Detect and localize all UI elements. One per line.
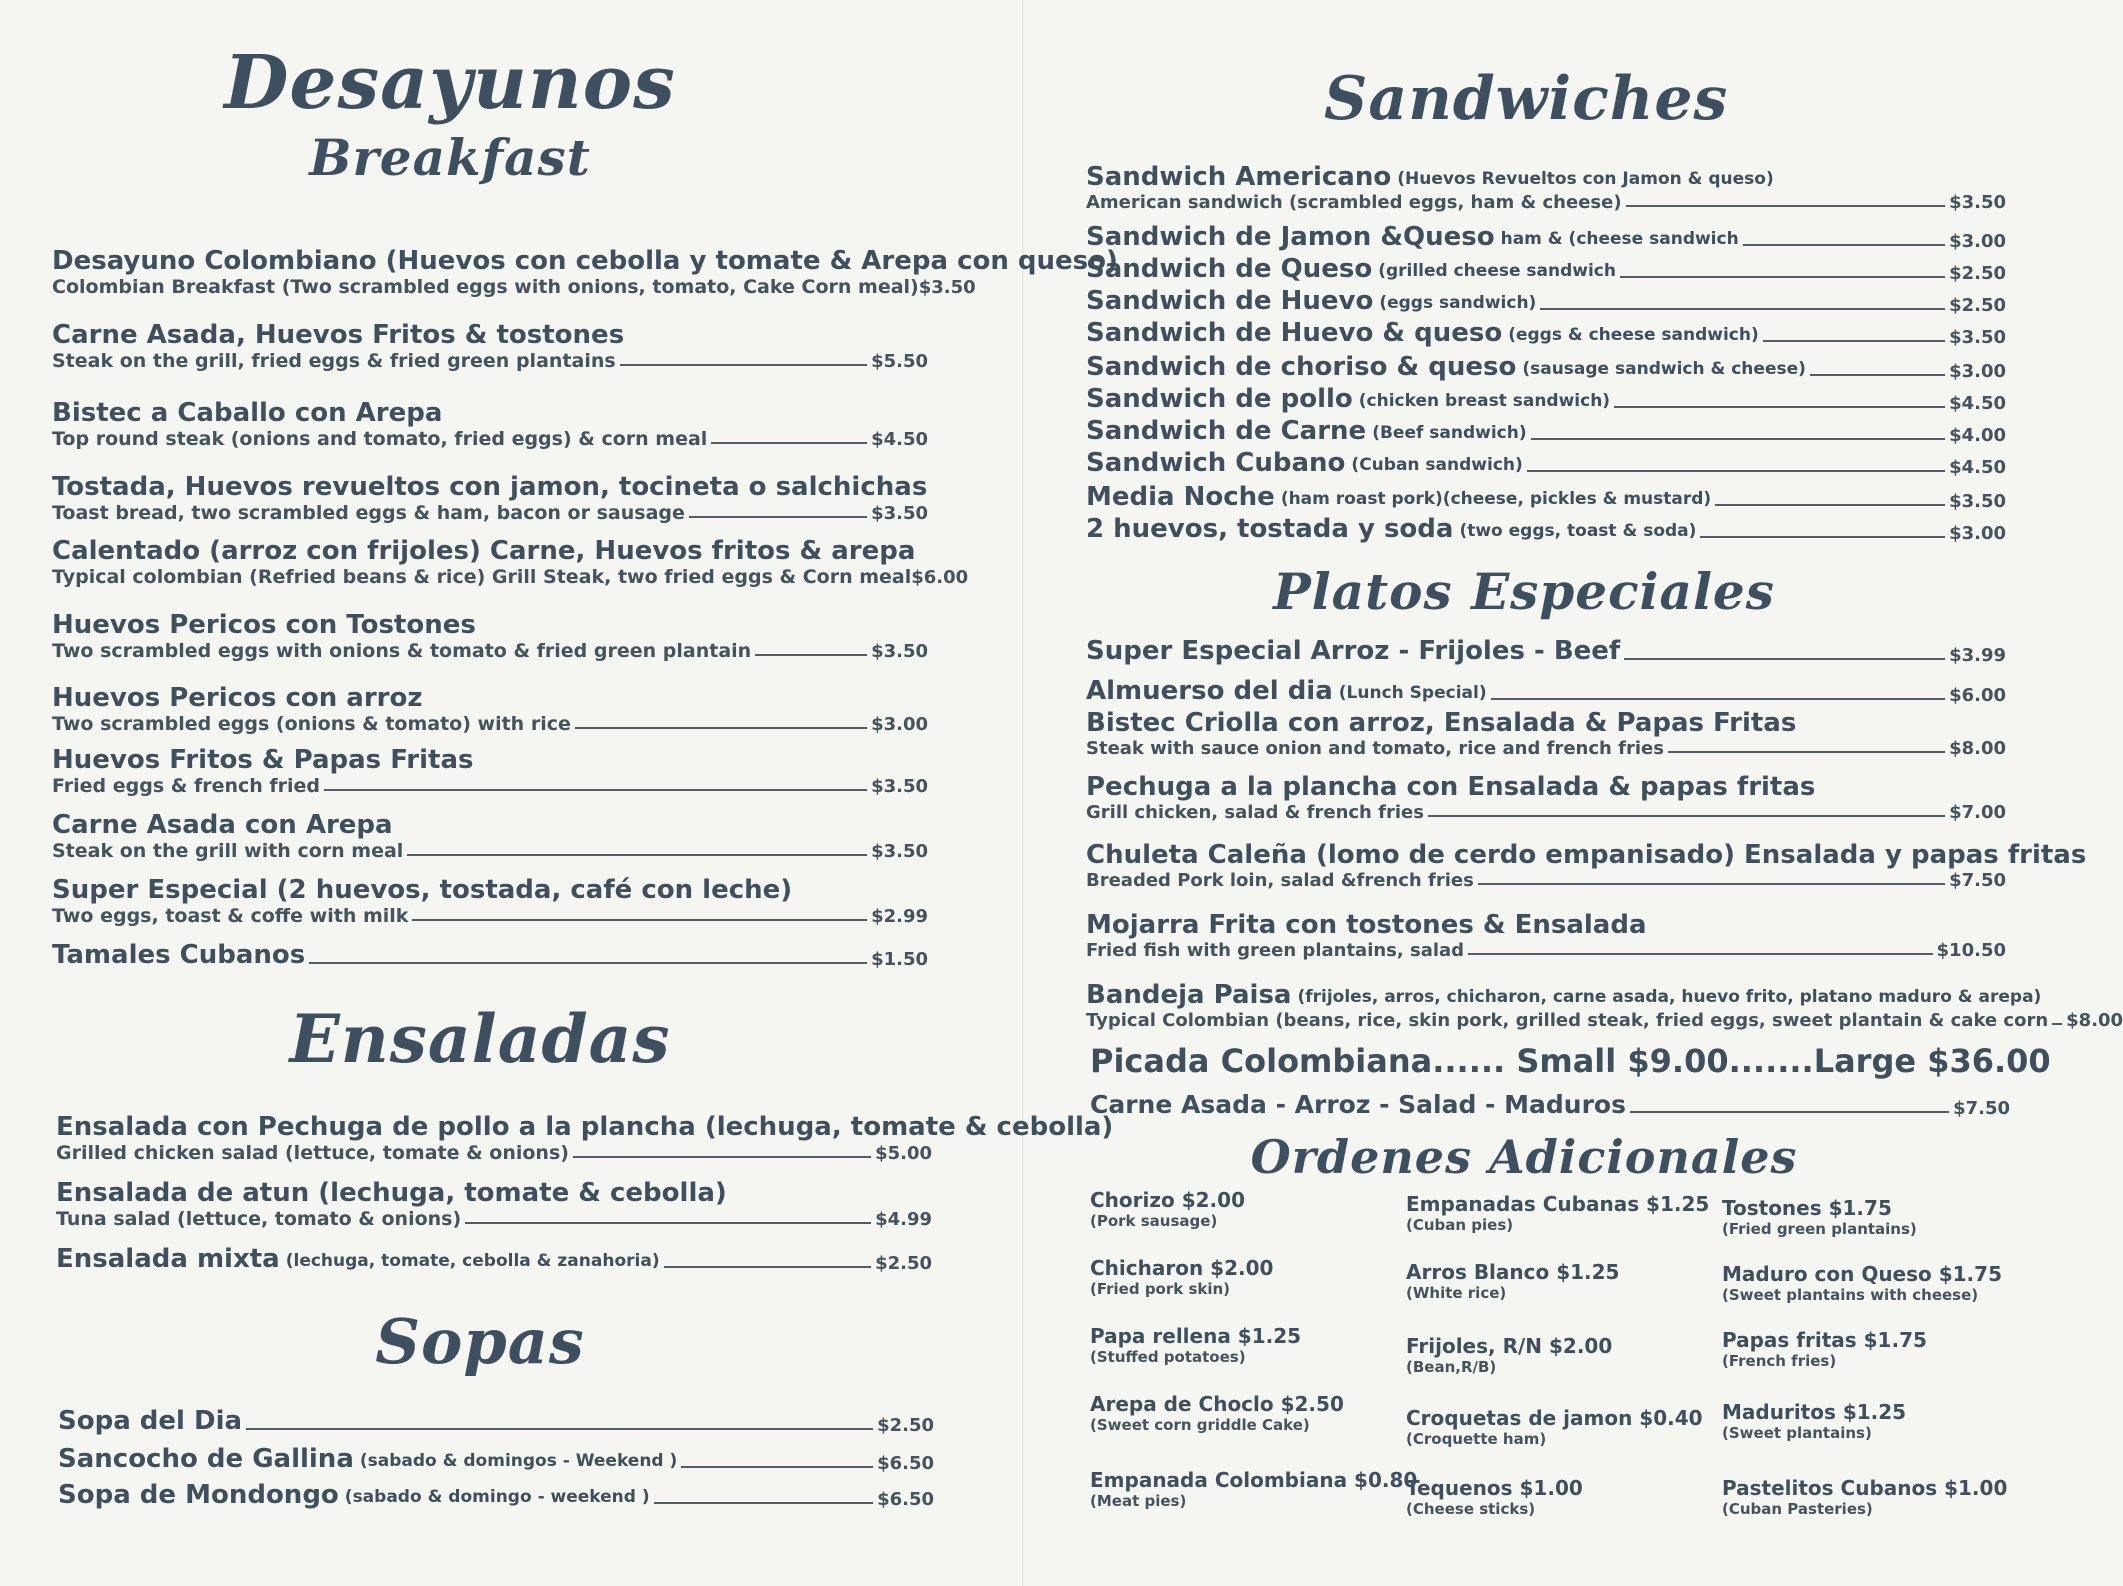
- leader-line: [324, 789, 867, 791]
- side-name: Maduro con Queso $1.75: [1722, 1262, 2002, 1286]
- side-desc: (Fried pork skin): [1090, 1280, 1231, 1298]
- menu-item: [58, 1444, 934, 1474]
- item-price: $7.00: [1949, 802, 2006, 823]
- side-name: Croquetas de jamon $0.40: [1406, 1406, 1703, 1430]
- item-name-row: [1086, 980, 2042, 1010]
- leader-line: [1630, 1111, 1949, 1113]
- side-desc: (Bean,R/B): [1406, 1358, 1497, 1376]
- leader-line: [1468, 953, 1932, 955]
- item-name-row: [1086, 286, 2006, 316]
- item-name-row: [56, 1244, 932, 1274]
- leader-line: [573, 1156, 871, 1158]
- item-name: Sandwich de Carne: [1086, 416, 1367, 446]
- side-name: Papas fritas $1.75: [1722, 1328, 1927, 1352]
- item-desc: Top round steak (onions and tomato, fried eggs) & corn meal: [52, 428, 708, 450]
- side-name: Frijoles, R/N $2.00: [1406, 1334, 1613, 1358]
- item-note: (sausage sandwich & cheese): [1522, 359, 1806, 379]
- side-name: Papa rellena $1.25: [1090, 1324, 1302, 1348]
- side-name: Empanada Colombiana $0.80: [1090, 1468, 1418, 1492]
- item-note: (Lunch Special): [1338, 683, 1487, 703]
- item-desc-row: [52, 713, 928, 735]
- side-desc: (Pork sausage): [1090, 1212, 1218, 1230]
- item-price: $8.00: [2066, 1010, 2123, 1031]
- item-name: Bandeja Paisa: [1086, 980, 1292, 1010]
- item-name-row: [56, 1112, 1114, 1142]
- leader-line: [1531, 438, 1945, 440]
- side-name: Arepa de Choclo $2.50: [1090, 1392, 1344, 1416]
- salads-title: Ensaladas: [289, 1000, 671, 1078]
- leader-line: [681, 1466, 873, 1468]
- leader-line: [2052, 1023, 2062, 1025]
- item-price: $6.00: [1949, 685, 2006, 706]
- item-name-row: [1086, 772, 2006, 802]
- item-desc: Colombian Breakfast (Two scrambled eggs with onions, tomato, Cake Corn meal): [52, 276, 919, 298]
- item-price: $8.00: [1949, 738, 2006, 759]
- item-desc-row: [52, 276, 976, 298]
- leader-line: [1540, 308, 1945, 310]
- item-desc-row: [56, 1142, 932, 1164]
- side-item: [1722, 1196, 1917, 1238]
- specials-title: Platos Especiales: [1273, 562, 1775, 621]
- item-name-row: [52, 745, 928, 775]
- item-name-row: [52, 246, 1118, 276]
- item-desc-row: [52, 840, 928, 862]
- item-name-row: [52, 683, 928, 713]
- item-price: $3.00: [1949, 361, 2006, 382]
- item-name: Sandwich de Jamon &Queso: [1086, 222, 1495, 252]
- item-desc-row: [1086, 802, 2006, 823]
- side-item: [1722, 1262, 2002, 1304]
- item-name: Ensalada con Pechuga de pollo a la plancha (lechuga, tomate & cebolla): [56, 1112, 1114, 1142]
- item-note: (sabado & domingo - weekend ): [344, 1487, 650, 1507]
- item-price: $3.50: [1949, 327, 2006, 348]
- leader-line: [1810, 374, 1945, 376]
- side-desc: (Cheese sticks): [1406, 1500, 1536, 1518]
- leader-line: [1763, 340, 1945, 342]
- item-name-row: [1086, 514, 2006, 544]
- leader-line: [620, 364, 867, 366]
- menu-item: [1086, 708, 2006, 759]
- item-name-row: [1086, 676, 2006, 706]
- sides-title: Ordenes Adicionales: [1250, 1130, 1798, 1184]
- item-desc-row: [1086, 940, 2006, 961]
- item-desc: Breaded Pork loin, salad &french fries: [1086, 870, 1474, 891]
- menu-item: [1086, 416, 2006, 446]
- side-item: [1090, 1324, 1301, 1366]
- leader-line: [246, 1428, 873, 1430]
- item-name-row: [1086, 448, 2006, 478]
- leader-line: [1626, 205, 1946, 207]
- right-page: [1024, 0, 2123, 1586]
- item-note: (two eggs, toast & soda): [1459, 521, 1697, 541]
- item-desc: Steak on the grill, fried eggs & fried green plantains: [52, 350, 616, 372]
- item-name: Ensalada de atun (lechuga, tomate & cebolla): [56, 1178, 727, 1208]
- item-name: Bistec a Caballo con Arepa: [52, 398, 443, 428]
- menu-item: [52, 610, 928, 662]
- item-name: Desayuno Colombiano (Huevos con cebolla y tomate & Arepa con queso): [52, 246, 1118, 276]
- item-name-row: [1086, 254, 2006, 284]
- item-name: Chuleta Caleña (lomo de cerdo empanisado) Ensalada y papas fritas: [1086, 840, 2087, 870]
- picada-colombiana: Picada Colombiana...... Small $9.00.......Large $36.00: [1090, 1042, 2051, 1080]
- item-price: $3.50: [1949, 192, 2006, 213]
- item-desc: Two scrambled eggs (onions & tomato) with rice: [52, 713, 571, 735]
- menu-item: [1086, 676, 2006, 706]
- item-price: $3.00: [1949, 231, 2006, 252]
- item-desc-row: [56, 1208, 932, 1230]
- item-name: Carne Asada, Huevos Fritos & tostones: [52, 320, 625, 350]
- item-desc-row: [52, 428, 928, 450]
- item-desc-row: [1086, 1010, 2123, 1031]
- item-price: $4.50: [1949, 393, 2006, 414]
- menu-item: [52, 246, 1118, 298]
- menu-item: [52, 472, 928, 524]
- item-price: $3.50: [1949, 491, 2006, 512]
- item-name: Sandwich Americano: [1086, 162, 1392, 192]
- item-price: $6.00: [911, 567, 969, 588]
- leader-line: [711, 442, 867, 444]
- item-price: $3.00: [1949, 523, 2006, 544]
- leader-line: [1527, 470, 1945, 472]
- item-name: Calentado (arroz con frijoles) Carne, Huevos fritos & arepa: [52, 536, 916, 566]
- item-note: (ham roast pork)(cheese, pickles & mustard): [1280, 489, 1712, 509]
- item-name-row: [52, 320, 928, 350]
- item-name-row: [52, 536, 928, 566]
- item-name-row: [1086, 162, 2006, 192]
- item-note: (chicken breast sandwich): [1358, 391, 1611, 411]
- item-desc: Two eggs, toast & coffe with milk: [52, 905, 409, 927]
- menu-item: [1086, 254, 2006, 284]
- item-desc: Fried fish with green plantains, salad: [1086, 940, 1465, 961]
- item-note: (eggs sandwich): [1379, 293, 1537, 313]
- leader-line: [1620, 276, 1945, 278]
- leader-line: [1743, 244, 1945, 246]
- side-desc: (French fries): [1722, 1352, 1837, 1370]
- menu-item: [1086, 318, 2006, 348]
- menu-item: [52, 810, 928, 862]
- menu-item: [1086, 384, 2006, 414]
- menu-item: [1086, 162, 2006, 213]
- item-price: $3.50: [871, 776, 928, 797]
- side-item: [1406, 1192, 1709, 1234]
- side-name: Tequenos $1.00: [1406, 1476, 1583, 1500]
- item-name: Sandwich Cubano: [1086, 448, 1346, 478]
- side-desc: (Sweet plantains): [1722, 1424, 1872, 1442]
- sandwiches-title: Sandwiches: [1324, 64, 1729, 134]
- item-name-row: [58, 1444, 934, 1474]
- menu-item: [1086, 772, 2006, 823]
- item-name-row: [52, 472, 928, 502]
- item-name: Bistec Criolla con arroz, Ensalada & Papas Fritas: [1086, 708, 1797, 738]
- menu-item: [1086, 448, 2006, 478]
- leader-line: [1668, 751, 1945, 753]
- item-name-row: [1086, 636, 2006, 666]
- item-price: $4.50: [871, 429, 928, 450]
- menu-item: [1086, 482, 2006, 512]
- item-name-row: [1086, 840, 2087, 870]
- leader-line: [1624, 658, 1945, 660]
- leader-line: [755, 654, 867, 656]
- leader-line: [1428, 815, 1945, 817]
- item-note: (sabado & domingos - Weekend ): [359, 1451, 678, 1471]
- item-desc: Fried eggs & french fried: [52, 775, 321, 797]
- menu-item: [52, 320, 928, 372]
- item-name: Ensalada mixta: [56, 1244, 280, 1274]
- side-desc: (Cuban Pasteries): [1722, 1500, 1873, 1518]
- side-desc: (Sweet plantains with cheese): [1722, 1286, 1979, 1304]
- item-name-row: [52, 810, 928, 840]
- side-name: Chorizo $2.00: [1090, 1188, 1245, 1212]
- item-name: Huevos Pericos con arroz: [52, 683, 423, 713]
- item-name: Sandwich de Queso: [1086, 254, 1373, 284]
- leader-line: [465, 1222, 871, 1224]
- side-name: Tostones $1.75: [1722, 1196, 1892, 1220]
- leader-line: [1715, 504, 1945, 506]
- item-desc: Two scrambled eggs with onions & tomato & fried green plantain: [52, 640, 752, 662]
- item-name-row: [58, 1406, 934, 1436]
- item-desc-row: [52, 350, 928, 372]
- side-desc: (Cuban pies): [1406, 1216, 1514, 1234]
- item-price: $6.50: [877, 1489, 934, 1510]
- side-item: [1406, 1476, 1583, 1518]
- side-desc: (Fried green plantains): [1722, 1220, 1917, 1238]
- menu-item: [52, 875, 928, 927]
- side-desc: (Sweet corn griddle Cake): [1090, 1416, 1310, 1434]
- menu-item: [56, 1244, 932, 1274]
- item-desc: Grill chicken, salad & french fries: [1086, 802, 1424, 823]
- side-item: [1090, 1392, 1344, 1434]
- item-note: (lechuga, tomate, cebolla & zanahoria): [285, 1251, 660, 1271]
- breakfast-title: Desayunos: [224, 40, 676, 126]
- item-name-row: [1086, 318, 2006, 348]
- item-name: Pechuga a la plancha con Ensalada & papas fritas: [1086, 772, 1816, 802]
- side-item: [1722, 1476, 2007, 1518]
- item-price: $4.50: [1949, 457, 2006, 478]
- breakfast-subtitle: Breakfast: [309, 128, 591, 187]
- menu-item: [58, 1480, 934, 1510]
- item-name-row: [52, 940, 928, 970]
- item-price: $3.50: [871, 641, 928, 662]
- item-price: $1.50: [871, 949, 928, 970]
- soups-title: Sopas: [375, 1305, 585, 1378]
- item-price: $10.50: [1936, 940, 2006, 961]
- leader-line: [664, 1266, 871, 1268]
- item-name-row: [1086, 222, 2006, 252]
- item-note: (eggs & cheese sandwich): [1508, 325, 1759, 345]
- menu-item: [52, 683, 928, 735]
- item-name: Super Especial (2 huevos, tostada, café con leche): [52, 875, 793, 905]
- menu-item: [56, 1112, 1114, 1164]
- item-desc: Steak with sauce onion and tomato, rice and french fries: [1086, 738, 1664, 759]
- item-name-row: [1086, 482, 2006, 512]
- item-desc: American sandwich (scrambled eggs, ham & cheese): [1086, 192, 1622, 213]
- item-name: Media Noche: [1086, 482, 1275, 512]
- item-name: Tostada, Huevos revueltos con jamon, tocineta o salchichas: [52, 472, 928, 502]
- item-name-row: [56, 1178, 932, 1208]
- side-name: Arros Blanco $1.25: [1406, 1260, 1620, 1284]
- carne-asada-plate: Carne Asada - Arroz - Salad - Maduros $7.50: [1090, 1090, 2010, 1119]
- item-name: Tamales Cubanos: [52, 940, 306, 970]
- item-name: Sandwich de Huevo & queso: [1086, 318, 1503, 348]
- item-name: Almuerso del dia: [1086, 676, 1333, 706]
- leader-line: [689, 516, 867, 518]
- item-price: $4.99: [875, 1209, 932, 1230]
- item-desc-row: [1086, 192, 2006, 213]
- item-price: $3.50: [871, 841, 928, 862]
- item-price: $4.00: [1949, 425, 2006, 446]
- item-name: Sopa de Mondongo: [58, 1480, 339, 1510]
- side-item: [1722, 1328, 1927, 1370]
- item-price: $2.50: [1949, 295, 2006, 316]
- menu-item: [58, 1406, 934, 1436]
- item-name: Sancocho de Gallina: [58, 1444, 354, 1474]
- item-name-row: [1086, 384, 2006, 414]
- item-desc: Grilled chicken salad (lettuce, tomate & onions): [56, 1142, 569, 1164]
- side-item: [1090, 1256, 1273, 1298]
- item-price: $6.50: [877, 1453, 934, 1474]
- menu-item: [1086, 352, 2006, 382]
- leader-line: [412, 919, 867, 921]
- item-name: Carne Asada con Arepa: [52, 810, 393, 840]
- menu-item: [52, 536, 969, 588]
- side-item: [1722, 1400, 1906, 1442]
- leader-line: [1491, 698, 1945, 700]
- menu-item: [52, 398, 928, 450]
- item-name: 2 huevos, tostada y soda: [1086, 514, 1454, 544]
- leader-line: [1478, 883, 1945, 885]
- side-item: [1090, 1188, 1245, 1230]
- item-name-row: [1086, 708, 2006, 738]
- item-note: (frijoles, arros, chicharon, carne asada, huevo frito, platano maduro & arepa): [1297, 987, 2042, 1007]
- menu-item: [1086, 980, 2123, 1031]
- leader-line: [654, 1502, 873, 1504]
- leader-line: [309, 962, 867, 964]
- item-note: (Beef sandwich): [1372, 423, 1527, 443]
- menu-item: [1086, 910, 2006, 961]
- menu-item: [52, 745, 928, 797]
- side-item: [1406, 1260, 1619, 1302]
- item-name: Huevos Pericos con Tostones: [52, 610, 476, 640]
- item-desc-row: [52, 905, 928, 927]
- item-name-row: [52, 875, 928, 905]
- item-name-row: [52, 398, 928, 428]
- item-price: $5.00: [875, 1143, 932, 1164]
- item-price: $3.50: [918, 277, 976, 298]
- item-name-row: [1086, 416, 2006, 446]
- side-desc: (Croquette ham): [1406, 1430, 1547, 1448]
- item-note: (Huevos Revueltos con Jamon & queso): [1397, 169, 1774, 189]
- menu-item: [1086, 840, 2087, 891]
- side-name: Maduritos $1.25: [1722, 1400, 1907, 1424]
- item-price: $2.50: [1949, 263, 2006, 284]
- item-price: $7.50: [1949, 870, 2006, 891]
- item-desc-row: [1086, 738, 2006, 759]
- leader-line: [407, 854, 867, 856]
- item-price: $3.99: [1949, 645, 2006, 666]
- item-desc: Typical Colombian (beans, rice, skin pork, grilled steak, fried eggs, sweet plantain & cake corn: [1086, 1010, 2049, 1031]
- menu-item: [1086, 636, 2006, 666]
- side-desc: (Stuffed potatoes): [1090, 1348, 1246, 1366]
- item-desc-row: [52, 566, 969, 588]
- item-name: Super Especial Arroz - Frijoles - Beef: [1086, 636, 1621, 666]
- side-item: [1406, 1406, 1703, 1448]
- item-note: (Cuban sandwich): [1351, 455, 1523, 475]
- menu-item: [52, 940, 928, 970]
- item-price: $2.99: [871, 906, 928, 927]
- menu-item: [1086, 222, 2006, 252]
- item-name: Mojarra Frita con tostones & Ensalada: [1086, 910, 1647, 940]
- item-desc-row: [52, 775, 928, 797]
- menu-item: [56, 1178, 932, 1230]
- side-item: [1090, 1468, 1417, 1510]
- item-name-row: [1086, 352, 2006, 382]
- item-price: $3.50: [871, 503, 928, 524]
- side-desc: (White rice): [1406, 1284, 1507, 1302]
- item-desc: Steak on the grill with corn meal: [52, 840, 404, 862]
- side-item: [1406, 1334, 1612, 1376]
- item-note: ham & (cheese sandwich: [1500, 229, 1739, 249]
- menu-item: [1086, 514, 2006, 544]
- item-note: (grilled cheese sandwich: [1378, 261, 1616, 281]
- item-price: $3.00: [871, 714, 928, 735]
- item-desc: Tuna salad (lettuce, tomato & onions): [56, 1208, 462, 1230]
- item-desc-row: [52, 640, 928, 662]
- item-name-row: [1086, 910, 2006, 940]
- side-desc: (Meat pies): [1090, 1492, 1187, 1510]
- item-desc-row: [1086, 870, 2006, 891]
- item-name: Huevos Fritos & Papas Fritas: [52, 745, 474, 775]
- menu-item: [1086, 286, 2006, 316]
- item-price: $5.50: [871, 351, 928, 372]
- leader-line: [575, 727, 867, 729]
- item-price: $2.50: [877, 1415, 934, 1436]
- leader-line: [1614, 406, 1945, 408]
- item-price: $2.50: [875, 1253, 932, 1274]
- item-name: Sandwich de choriso & queso: [1086, 352, 1517, 382]
- side-name: Chicharon $2.00: [1090, 1256, 1274, 1280]
- item-desc-row: [52, 502, 928, 524]
- side-name: Pastelitos Cubanos $1.00: [1722, 1476, 2008, 1500]
- item-name: Sopa del Dia: [58, 1406, 243, 1436]
- item-name-row: [52, 610, 928, 640]
- item-name-row: [58, 1480, 934, 1510]
- item-desc: Toast bread, two scrambled eggs & ham, bacon or sausage: [52, 502, 685, 524]
- item-desc: Typical colombian (Refried beans & rice) Grill Steak, two fried eggs & Corn meal: [52, 566, 912, 588]
- leader-line: [1700, 536, 1945, 538]
- item-name: Sandwich de Huevo: [1086, 286, 1374, 316]
- item-name: Sandwich de pollo: [1086, 384, 1353, 414]
- side-name: Empanadas Cubanas $1.25: [1406, 1192, 1710, 1216]
